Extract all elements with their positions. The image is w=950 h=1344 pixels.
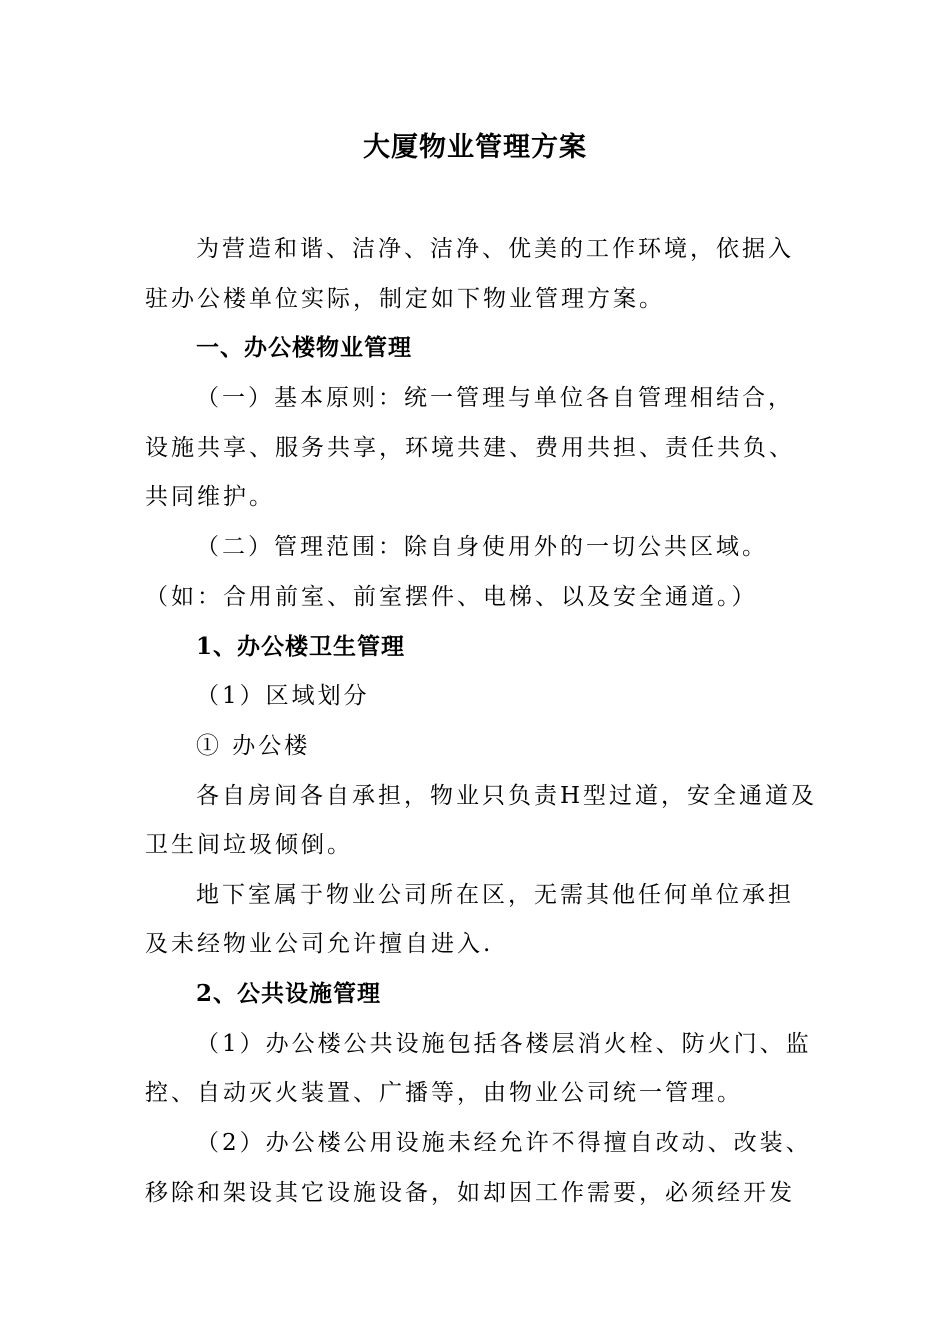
- paragraph-line: （二）管理范围：除自身使用外的一切公共区域。: [196, 534, 768, 560]
- paragraph-line: 卫生间垃圾倾倒。: [145, 832, 353, 858]
- paragraph-line: （一）基本原则：统一管理与单位各自管理相结合，: [196, 385, 794, 411]
- paragraph-line: 驻办公楼单位实际，制定如下物业管理方案。: [145, 286, 665, 312]
- paragraph-line: （1）办公楼公共设施包括各楼层消火栓、防火门、监: [196, 1031, 812, 1057]
- paragraph-line: 及未经物业公司允许擅自进入.: [145, 931, 494, 957]
- section-heading: 一、办公楼物业管理: [196, 334, 412, 361]
- paragraph-line: 为营造和谐、洁净、洁净、优美的工作环境，依据入: [196, 236, 794, 262]
- paragraph-line: 控、自动灭火装置、广播等，由物业公司统一管理。: [145, 1080, 743, 1106]
- paragraph-line: 设施共享、服务共享，环境共建、费用共担、责任共负、: [145, 435, 795, 461]
- subsection-heading: 2、公共设施管理: [196, 980, 382, 1007]
- paragraph-line: 地下室属于物业公司所在区，无需其他任何单位承担: [196, 882, 794, 908]
- paragraph-line: （1）区域划分: [196, 683, 370, 709]
- paragraph-line: （2）办公楼公用设施未经允许不得擅自改动、改装、: [196, 1130, 812, 1156]
- subsection-heading: 1、办公楼卫生管理: [196, 633, 406, 660]
- paragraph-line: ① 办公楼: [196, 733, 311, 759]
- document-title: 大厦物业管理方案: [363, 132, 587, 163]
- paragraph-line: 移除和架设其它设施设备，如却因工作需要，必须经开发: [145, 1180, 795, 1206]
- paragraph-line: 各自房间各自承担，物业只负责H型过道，安全通道及: [196, 783, 818, 809]
- paragraph-line: 共同维护。: [145, 484, 275, 510]
- paragraph-line: （如：合用前室、前室摆件、电梯、以及安全通道。）: [145, 584, 758, 610]
